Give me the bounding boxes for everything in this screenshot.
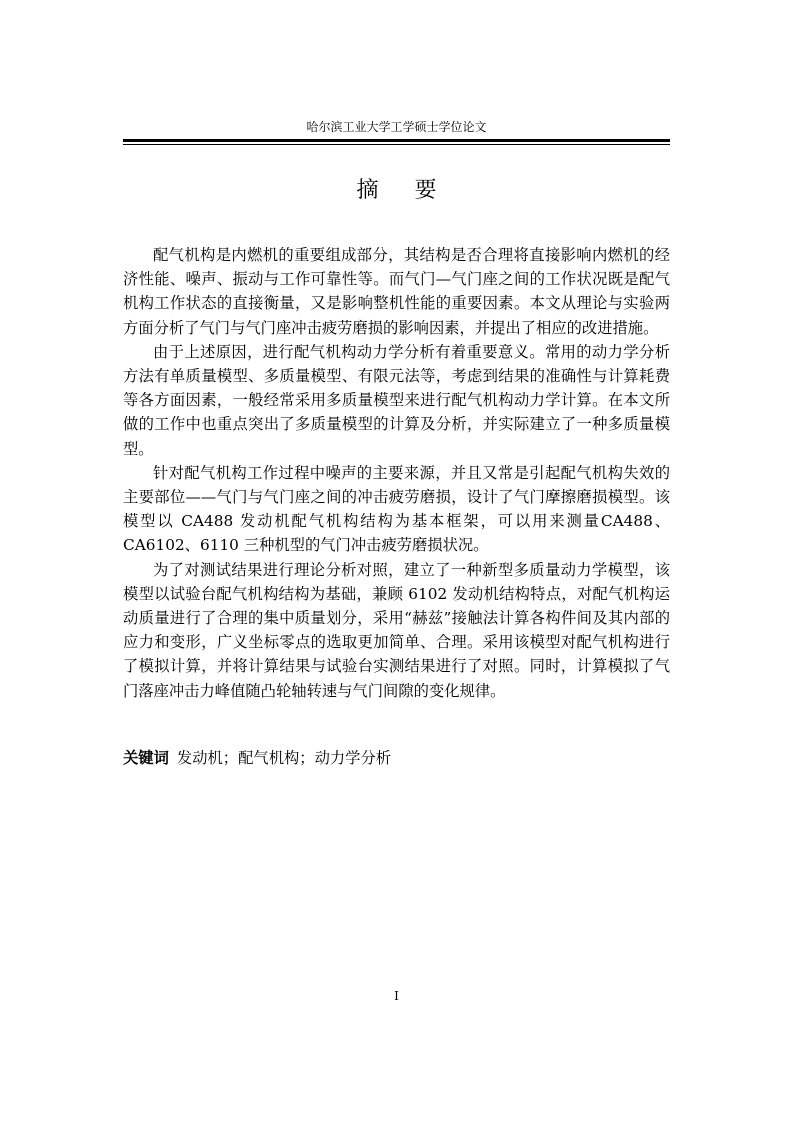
page-number: I <box>394 989 399 1003</box>
abstract-paragraph-4: 为了对测试结果进行理论分析对照，建立了一种新型多质量动力学模型，该模型以试验台配气机构结构为基础，兼顾 6102 发动机结构特点，对配气机构运动质量进行了合理的集中质量划分，采用“赫兹”接触法计算各构件间及其内部的应力和变形，广义坐标零点的选取更加简单、合理。采用该模型对配气机构进行了模拟计算，并将计算结果与试验台实测结果进行了对照。同时，计算模拟了气门落座冲击力峰值随凸轮轴转速与气门间隙的变化规律。 <box>123 560 670 700</box>
abstract-title: 摘要 <box>356 178 473 203</box>
keywords-line <box>123 746 670 770</box>
running-header: 哈尔滨工业大学工学硕士学位论文 <box>306 120 487 134</box>
abstract-paragraph-1: 配气机构是内燃机的重要组成部分，其结构是否合理将直接影响内燃机的经济性能、噪声、振动与工作可靠性等。而气门—气门座之间的工作状况既是配气机构工作状态的直接衡量，又是影响整机性能的重要因素。本文从理论与实验两方面分析了气门与气门座冲击疲劳磨损的影响因素，并提出了相应的改进措施。 <box>123 246 670 337</box>
keywords-list: 发动机；配气机构；动力学分析 <box>176 749 392 767</box>
abstract-paragraph-3: 针对配气机构工作过程中噪声的主要来源，并且又常是引起配气机构失效的主要部位——气门与气门座之间的冲击疲劳磨损，设计了气门摩擦磨损模型。该模型以 CA488 发动机配气机构结构为基本框架，可以用来测量CA488、CA6102、6110 三种机型的气门冲击疲劳磨损状况。 <box>123 463 670 555</box>
header-rule-thick <box>123 139 670 142</box>
abstract-paragraph-2: 由于上述原因，进行配气机构动力学分析有着重要意义。常用的动力学分析方法有单质量模型、多质量模型、有限元法等，考虑到结果的准确性与计算耗费等各方面因素，一般经常采用多质量模型来进行配气机构动力学计算。在本文所做的工作中也重点突出了多质量模型的计算及分析，并实际建立了一种多质量模型。 <box>123 342 670 458</box>
keywords-label: 关键词 <box>123 749 169 767</box>
header-rule-thin <box>123 144 670 145</box>
abstract-body <box>123 243 670 703</box>
